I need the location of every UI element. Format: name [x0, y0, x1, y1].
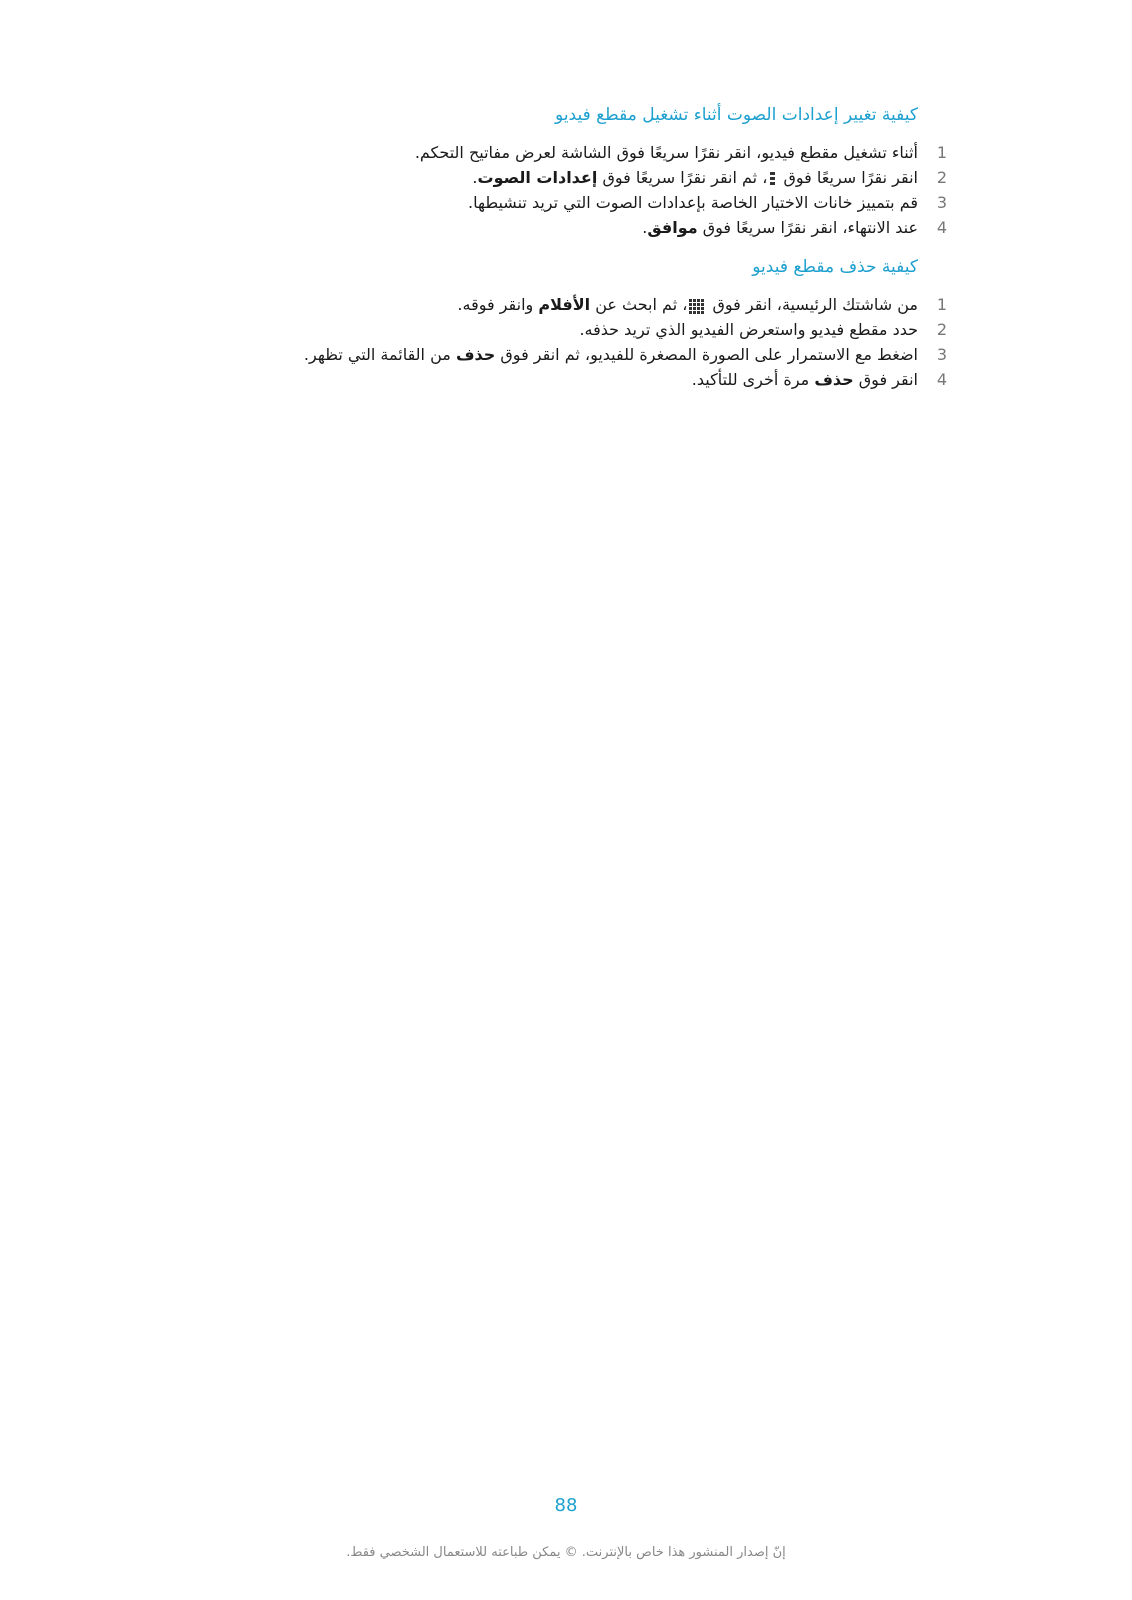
step-item	[220, 317, 948, 342]
steps-list	[220, 140, 948, 240]
step-number: 4	[936, 370, 948, 389]
step-bold-label: موافق	[647, 218, 698, 237]
step-text: قم بتمييز خانات الاختيار الخاصة بإعدادات الصوت التي تريد تنشيطها.	[468, 193, 918, 212]
step-bold-label: حذف	[814, 370, 854, 389]
step-text: اضغط مع الاستمرار على الصورة المصغرة للفيديو، ثم انقر فوق	[500, 345, 918, 364]
step-text: من القائمة التي تظهر.	[303, 345, 451, 364]
step-number: 3	[936, 345, 948, 364]
step-text: انقر فوق	[858, 370, 918, 389]
section-change-sound-settings	[220, 102, 948, 240]
step-number: 1	[936, 143, 948, 162]
menu-icon	[770, 172, 775, 186]
step-item	[220, 165, 948, 190]
section-title: كيفية تغيير إعدادات الصوت أثناء تشغيل مقطع فيديو	[555, 105, 918, 125]
steps-list	[220, 292, 948, 392]
step-item	[220, 367, 948, 392]
step-number: 1	[936, 295, 948, 314]
step-bold-label: حذف	[455, 345, 496, 364]
section-title: كيفية حذف مقطع فيديو	[752, 257, 918, 277]
step-item	[220, 215, 948, 240]
step-item	[220, 342, 948, 367]
step-bold-label: الأفلام	[538, 295, 591, 314]
step-text: حدد مقطع فيديو واستعرض الفيديو الذي تريد حذفه.	[579, 320, 918, 339]
step-bold-label: إعدادات الصوت	[477, 168, 598, 187]
step-item	[220, 292, 948, 317]
step-number: 4	[936, 218, 948, 237]
step-text: أثناء تشغيل مقطع فيديو، انقر نقرًا سريعًا فوق الشاشة لعرض مفاتيح التحكم.	[414, 143, 918, 162]
step-item	[220, 190, 948, 215]
step-item	[220, 140, 948, 165]
step-text: .	[472, 168, 478, 187]
step-text: عند الانتهاء، انقر نقرًا سريعًا فوق	[702, 218, 918, 237]
step-number: 3	[936, 193, 948, 212]
step-text: ، ثم ابحث عن	[595, 295, 688, 314]
step-number: 2	[936, 168, 948, 187]
step-text: وانقر فوقه.	[457, 295, 534, 314]
step-text: ، ثم انقر نقرًا سريعًا فوق	[602, 168, 768, 187]
step-text: .	[642, 218, 648, 237]
step-text: مرة أخرى للتأكيد.	[691, 370, 810, 389]
step-text: انقر نقرًا سريعًا فوق	[783, 168, 918, 187]
footer-disclaimer: إنّ إصدار المنشور هذا خاص بالإنترنت. © يمكن طباعته للاستعمال الشخصي فقط.	[346, 1545, 786, 1560]
step-text: من شاشتك الرئيسية، انقر فوق	[712, 295, 918, 314]
step-number: 2	[936, 320, 948, 339]
apps-grid-icon	[690, 299, 704, 313]
page-number: 88	[554, 1495, 578, 1516]
section-delete-video	[220, 254, 948, 392]
